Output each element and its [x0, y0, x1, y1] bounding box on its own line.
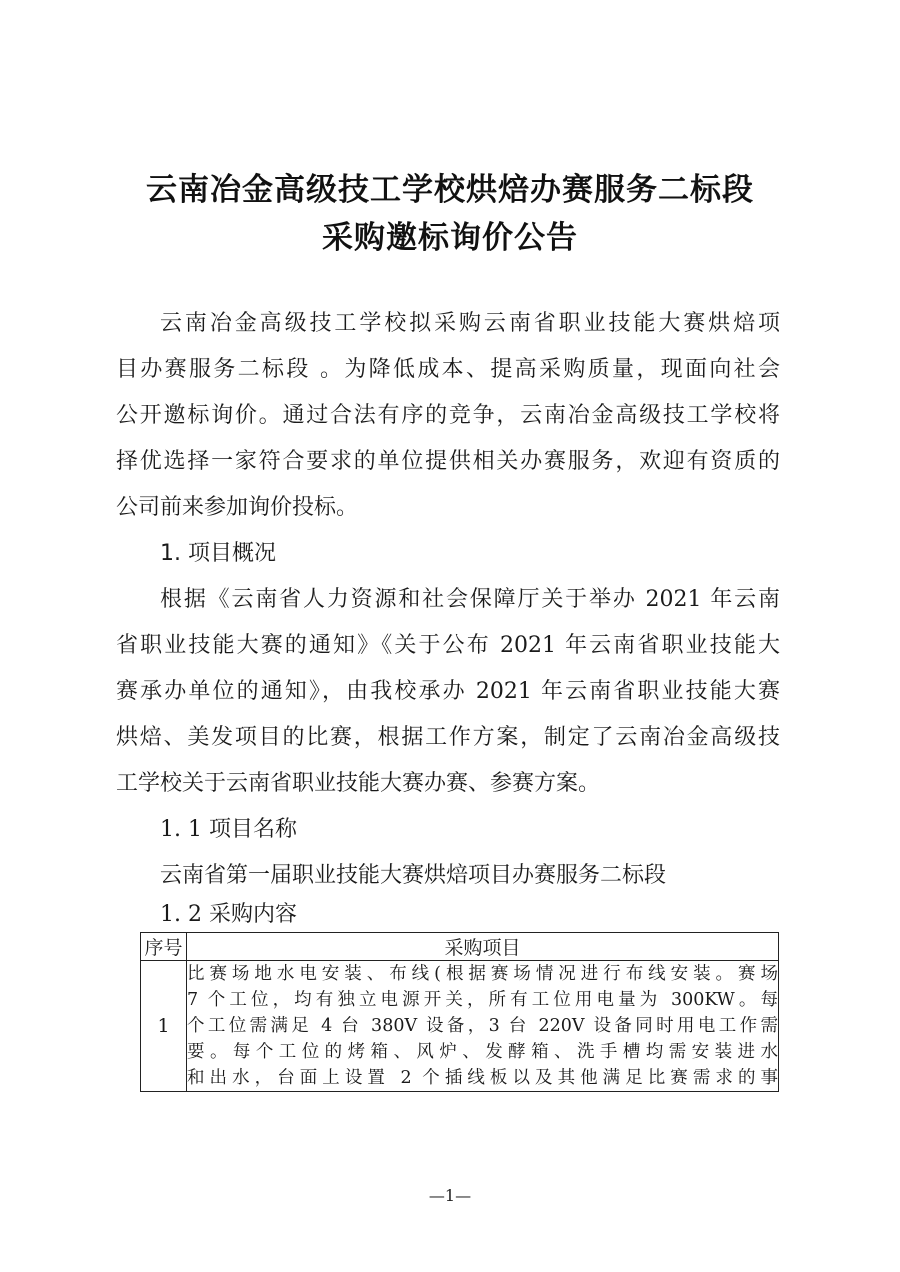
row-content-line: 个工位需满足 4 台 380V 设备，3 台 220V 设备同时用电工作需: [187, 1016, 778, 1036]
row-content-line: 和出水，台面上设置 2 个插线板以及其他满足比赛需求的事: [187, 1068, 778, 1088]
section-1-line: 烘焙、美发项目的比赛，根据工作方案，制定了云南冶金高级技: [116, 725, 780, 750]
row-number: 1: [141, 961, 187, 1092]
column-header-number: 序号: [141, 933, 187, 961]
intro-line: 目办赛服务二标段 。为降低成本、提高采购质量，现面向社会: [116, 357, 780, 382]
table-row: [141, 961, 779, 1092]
section-1-1-heading: 1. 1 项目名称: [160, 817, 297, 842]
project-name-text: 云南省第一届职业技能大赛烘焙项目办赛服务二标段: [160, 863, 667, 888]
table-header-row: [141, 933, 779, 961]
section-1-heading: 1. 项目概况: [160, 541, 276, 566]
intro-line: 公开邀标询价。通过合法有序的竞争，云南冶金高级技工学校将: [116, 403, 780, 428]
page-number: —1—: [428, 1186, 472, 1205]
intro-line: 公司前来参加询价投标。: [116, 495, 359, 520]
section-1-2-heading: 1. 2 采购内容: [160, 902, 297, 927]
row-content: [187, 961, 779, 1092]
procurement-table: [140, 932, 779, 1092]
column-header-item: 采购项目: [187, 933, 779, 961]
intro-line: 择优选择一家符合要求的单位提供相关办赛服务，欢迎有资质的: [116, 449, 780, 474]
section-1-line: 根据《云南省人力资源和社会保障厅关于举办 2021 年云南: [160, 587, 780, 612]
document-title-line-2: 采购邀标询价公告: [322, 220, 578, 256]
intro-line: 云南冶金高级技工学校拟采购云南省职业技能大赛烘焙项: [160, 311, 780, 336]
row-content-line: 7 个工位，均有独立电源开关，所有工位用电量为 300KW。每: [187, 990, 778, 1010]
row-content-line: 比赛场地水电安装、布线(根据赛场情况进行布线安装。赛场: [187, 964, 778, 984]
document-title-line-1: 云南冶金高级技工学校烘焙办赛服务二标段: [146, 172, 754, 208]
section-1-line: 省职业技能大赛的通知》《关于公布 2021 年云南省职业技能大: [116, 633, 780, 658]
section-1-line: 赛承办单位的通知》，由我校承办 2021 年云南省职业技能大赛: [116, 679, 780, 704]
section-1-line: 工学校关于云南省职业技能大赛办赛、参赛方案。: [116, 771, 601, 796]
row-content-line: 要。每个工位的烤箱、风炉、发酵箱、洗手槽均需安装进水: [187, 1042, 778, 1062]
